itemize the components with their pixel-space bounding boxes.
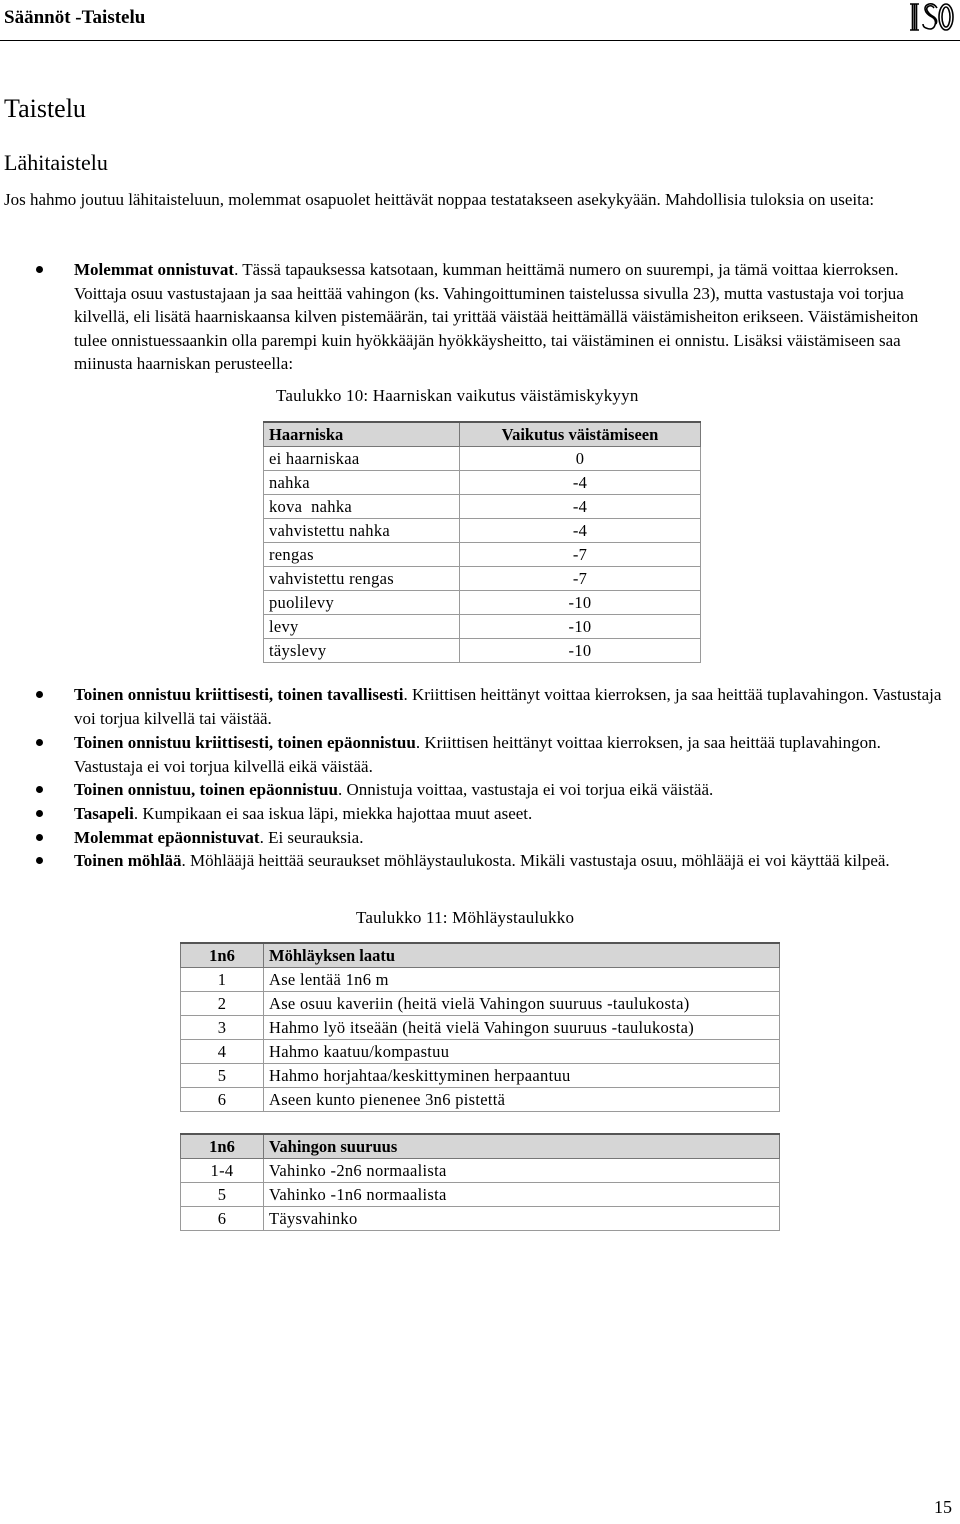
table-row	[264, 567, 701, 591]
table-row	[181, 1183, 780, 1207]
table-cell: vahvistettu nahka	[264, 519, 460, 543]
list-item-text: . Kriittisen heittänyt voittaa kierroksen, ja saa heittää tuplavahingon. Vastustaja ei voi torjua kilvellä eikä väistää.	[74, 733, 881, 776]
table-cell: Täysvahinko	[264, 1207, 780, 1231]
table-cell: 1-4	[181, 1159, 264, 1183]
table-cell: ei haarniskaa	[264, 447, 460, 471]
table-row	[181, 1064, 780, 1088]
table-cell: 1	[181, 968, 264, 992]
table-row	[181, 1016, 780, 1040]
list-item	[74, 258, 944, 376]
table-row	[264, 447, 701, 471]
armor-table	[263, 421, 701, 663]
bullet-icon	[36, 810, 43, 817]
table-cell: Aseen kunto pienenee 3n6 pistettä	[264, 1088, 780, 1112]
table-cell: 0	[460, 447, 701, 471]
table-header-cell: 1n6	[181, 943, 264, 968]
bullet-icon	[36, 691, 43, 698]
header-rule	[0, 40, 960, 41]
table-cell: 3	[181, 1016, 264, 1040]
list-item	[74, 778, 944, 802]
table-cell: kova nahka	[264, 495, 460, 519]
table-cell: -4	[460, 495, 701, 519]
table-cell: -4	[460, 471, 701, 495]
table-cell: 6	[181, 1207, 264, 1231]
table-cell: Ase lentää 1n6 m	[264, 968, 780, 992]
table-row	[181, 992, 780, 1016]
table-cell: -7	[460, 567, 701, 591]
table-header-row	[264, 422, 701, 447]
table-row	[181, 1207, 780, 1231]
table-header-cell: Vahingon suuruus	[264, 1134, 780, 1159]
table-caption: Taulukko 10: Haarniskan vaikutus väistämiskykyyn	[276, 386, 639, 405]
intro-paragraph: Jos hahmo joutuu lähitaisteluun, molemmat osapuolet heittävät noppaa testatakseen asekykyään. Mahdollisia tuloksia on useita:	[4, 190, 875, 209]
bullet-icon	[36, 857, 43, 864]
table-cell: 4	[181, 1040, 264, 1064]
page-number: 15	[934, 1497, 952, 1517]
list-item-bold: Molemmat epäonnistuvat	[74, 828, 260, 847]
list-item-bold: Tasapeli	[74, 804, 134, 823]
list-item-text: . Möhlääjä heittää seuraukset möhläystaulukosta. Mikäli vastustaja osuu, möhlääjä ei voi käyttää kilpeä.	[181, 851, 890, 870]
table-caption: Taulukko 11: Möhläystaulukko	[356, 908, 575, 927]
header-title: Säännöt -Taistelu	[4, 7, 146, 28]
table-row	[264, 615, 701, 639]
table-cell: 6	[181, 1088, 264, 1112]
page-title: Taistelu	[4, 94, 86, 123]
list-item	[74, 802, 944, 826]
fumble-table	[180, 942, 780, 1112]
table-row	[264, 495, 701, 519]
table-cell: Hahmo lyö itseään (heitä vielä Vahingon suuruus -taulukosta)	[264, 1016, 780, 1040]
list-item-text: . Onnistuja voittaa, vastustaja ei voi torjua eikä väistää.	[337, 780, 714, 799]
table-cell: Hahmo horjahtaa/keskittyminen herpaantuu	[264, 1064, 780, 1088]
list-item-bold: Toinen möhlää	[74, 851, 182, 870]
table-cell: nahka	[264, 471, 460, 495]
table-cell: 5	[181, 1064, 264, 1088]
table-cell: 5	[181, 1183, 264, 1207]
section-title: Lähitaistelu	[4, 150, 108, 175]
table-row	[181, 1040, 780, 1064]
table-row	[181, 1088, 780, 1112]
list-item	[74, 683, 944, 730]
table-row	[264, 471, 701, 495]
table-cell: Vahinko -2n6 normaalista	[264, 1159, 780, 1183]
list-item	[74, 826, 944, 850]
table-cell: rengas	[264, 543, 460, 567]
list-item-bold: Toinen onnistuu, toinen epäonnistuu	[74, 780, 338, 799]
list-item-bold: Toinen onnistuu kriittisesti, toinen tavallisesti	[74, 685, 404, 704]
table-cell: -4	[460, 519, 701, 543]
list-item-text: . Ei seurauksia.	[259, 828, 364, 847]
bullet-icon	[36, 834, 43, 841]
table-header-row	[181, 943, 780, 968]
table-header-cell: 1n6	[181, 1134, 264, 1159]
table-cell: Hahmo kaatuu/kompastuu	[264, 1040, 780, 1064]
list-item	[74, 849, 944, 873]
table-row	[264, 591, 701, 615]
table-header-cell: Vaikutus väistämiseen	[460, 422, 701, 447]
list-item-bold: Toinen onnistuu kriittisesti, toinen epäonnistuu	[74, 733, 416, 752]
table-cell: täyslevy	[264, 639, 460, 663]
list-item-text: . Kriittisen heittänyt voittaa kierroksen, ja saa heittää tuplavahingon. Vastustaja voi torjua kilvellä tai väistää.	[74, 685, 942, 728]
bullet-icon	[36, 266, 43, 273]
list-item-bold: Molemmat onnistuvat	[74, 260, 235, 279]
list-item-text: . Tässä tapauksessa katsotaan, kumman heittämä numero on suurempi, ja tämä voittaa kierroksen. Voittaja osuu vastustajaan ja saa heittää vahingon (ks. Vahingoittuminen taistelussa sivulla 23), mutta vastustaja voi torjua kilvellä, eli lisätä haarniskaansa kilven pistemäärän, tai yrittää väistää heittämällä väistämisheiton erikseen. Väistämisheiton tulee onnistuessaankin olla parempi kuin hyökkääjän hyökkäysheitto, tai väistäminen ei onnistu. Lisäksi väistämiseen saa miinusta haarniskan perusteella:	[74, 260, 919, 373]
table-header-cell: Möhläyksen laatu	[264, 943, 780, 968]
bullet-icon	[36, 739, 43, 746]
table-row	[264, 543, 701, 567]
table-cell: Ase osuu kaveriin (heitä vielä Vahingon suuruus -taulukosta)	[264, 992, 780, 1016]
bullet-icon	[36, 786, 43, 793]
table-cell: 2	[181, 992, 264, 1016]
table-cell: levy	[264, 615, 460, 639]
list-item	[74, 731, 944, 778]
table-header-row	[181, 1134, 780, 1159]
table-row	[264, 519, 701, 543]
table-cell: -10	[460, 591, 701, 615]
list-item-text: . Kumpikaan ei saa iskua läpi, miekka hajottaa muut aseet.	[133, 804, 533, 823]
table-cell: -10	[460, 639, 701, 663]
table-header-cell: Haarniska	[264, 422, 460, 447]
damage-size-table	[180, 1133, 780, 1231]
table-cell: vahvistettu rengas	[264, 567, 460, 591]
table-row	[264, 639, 701, 663]
table-cell: Vahinko -1n6 normaalista	[264, 1183, 780, 1207]
table-row	[181, 968, 780, 992]
iso-logo	[905, 0, 955, 34]
table-cell: puolilevy	[264, 591, 460, 615]
table-cell: -7	[460, 543, 701, 567]
table-row	[181, 1159, 780, 1183]
table-cell: -10	[460, 615, 701, 639]
